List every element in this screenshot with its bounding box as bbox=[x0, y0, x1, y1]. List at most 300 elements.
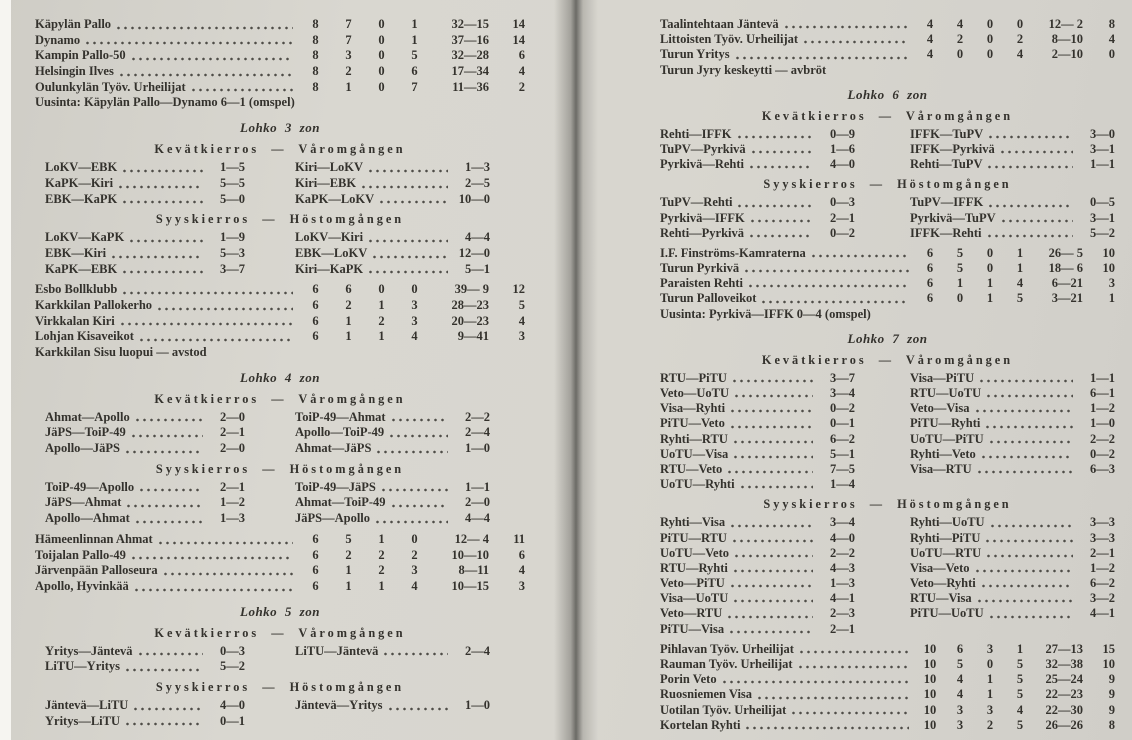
score-value: 2—1 bbox=[220, 425, 245, 440]
matches-played: 6 bbox=[926, 276, 934, 291]
points: 9 bbox=[1108, 702, 1115, 717]
match-column bbox=[45, 480, 245, 527]
dotted-leader bbox=[136, 418, 203, 422]
matches-played: 6 bbox=[312, 547, 319, 562]
dotted-leader bbox=[734, 569, 813, 573]
score-value: 4—0 bbox=[830, 530, 855, 545]
score-value: 1—0 bbox=[465, 441, 490, 456]
goal-record: 22—23 bbox=[1045, 687, 1083, 702]
dotted-leader bbox=[362, 185, 448, 189]
score-value: 1—1 bbox=[1090, 157, 1115, 172]
match-pair: Veto—Visa bbox=[910, 401, 970, 416]
standings-row bbox=[660, 687, 1115, 702]
score-value: 1—2 bbox=[1090, 401, 1115, 416]
goal-record: 8—10 bbox=[1051, 32, 1083, 47]
dotted-leader bbox=[987, 394, 1073, 398]
dotted-leader bbox=[723, 680, 909, 684]
match-row bbox=[910, 447, 1115, 462]
score-value: 3—4 bbox=[830, 386, 855, 400]
points: 8 bbox=[1108, 717, 1115, 732]
draws: 0 bbox=[986, 17, 994, 31]
dotted-leader bbox=[750, 234, 813, 238]
score-value: 0—2 bbox=[1090, 446, 1115, 461]
goal-record: 37—16 bbox=[451, 32, 489, 47]
dotted-leader bbox=[126, 450, 203, 454]
losses: 1 bbox=[1016, 641, 1024, 656]
match-column bbox=[910, 127, 1115, 173]
score-value: 5—0 bbox=[220, 191, 245, 206]
standings-row bbox=[660, 718, 1115, 733]
dotted-leader bbox=[800, 650, 909, 654]
round-heading: Kevätkierros — Våromgången bbox=[154, 142, 406, 157]
team-name: Kampin Pallo-50 bbox=[35, 48, 126, 63]
score-value: 3—3 bbox=[1090, 530, 1115, 545]
match-row bbox=[910, 561, 1115, 576]
losses: 5 bbox=[1016, 657, 1024, 671]
dotted-leader bbox=[390, 434, 448, 438]
dotted-leader bbox=[728, 615, 813, 619]
standings-row bbox=[35, 548, 525, 564]
match-results bbox=[45, 410, 525, 457]
match-pair: Ryhti—PiTU bbox=[910, 530, 981, 545]
match-row bbox=[295, 511, 490, 527]
match-row bbox=[45, 480, 245, 496]
match-pair: IFFK—Rehti bbox=[910, 225, 982, 240]
match-row bbox=[295, 480, 490, 496]
match-column bbox=[45, 160, 245, 207]
dotted-leader bbox=[123, 200, 203, 204]
match-row bbox=[910, 371, 1115, 386]
dotted-leader bbox=[812, 254, 909, 258]
goal-record: 18— 6 bbox=[1048, 261, 1083, 276]
match-pair: UoTU—PiTU bbox=[910, 431, 984, 446]
draws: 1 bbox=[986, 291, 994, 306]
score-value: 0—3 bbox=[220, 643, 245, 658]
score-value: 4—0 bbox=[830, 157, 855, 172]
points: 11 bbox=[513, 531, 525, 546]
points: 9 bbox=[1108, 687, 1115, 702]
match-row bbox=[295, 441, 490, 457]
score-value: 1—6 bbox=[830, 141, 855, 156]
draws: 0 bbox=[986, 245, 994, 260]
score-value: 2—0 bbox=[465, 495, 490, 510]
match-pair: Visa—UoTU bbox=[660, 591, 729, 606]
score-value: 2—1 bbox=[220, 479, 245, 494]
score-value: 1—1 bbox=[465, 479, 490, 494]
wins: 1 bbox=[345, 79, 352, 94]
match-pair: UoTU—Veto bbox=[660, 545, 729, 560]
match-pair: IFFK—Pyrkivä bbox=[910, 141, 995, 156]
match-pair: ToiP-49—Apollo bbox=[45, 479, 135, 494]
goal-record: 6—21 bbox=[1051, 276, 1083, 291]
draws: 0 bbox=[378, 79, 385, 94]
dotted-leader bbox=[384, 652, 448, 656]
score-value: 5—5 bbox=[220, 175, 245, 190]
dotted-leader bbox=[140, 488, 203, 492]
match-pair: Yritys—LiTU bbox=[45, 713, 120, 728]
score-value: 2—4 bbox=[465, 425, 490, 440]
match-column bbox=[910, 515, 1115, 637]
match-row bbox=[910, 226, 1115, 241]
match-row bbox=[295, 230, 490, 246]
note-line: Uusinta: Käpylän Pallo—Dynamo 6—1 (omspel) bbox=[35, 95, 295, 110]
score-value: 2—2 bbox=[465, 409, 490, 424]
losses: 4 bbox=[411, 578, 418, 593]
dotted-leader bbox=[86, 41, 293, 45]
zone-title: Lohko 5 zon bbox=[240, 603, 320, 619]
dotted-leader bbox=[132, 434, 203, 438]
match-row bbox=[910, 416, 1115, 431]
wins: 4 bbox=[956, 687, 964, 702]
dotted-leader bbox=[804, 40, 909, 44]
dotted-leader bbox=[745, 269, 909, 273]
match-pair: EBK—LoKV bbox=[295, 245, 368, 260]
match-pair: LiTU—Yritys bbox=[45, 659, 120, 674]
team-name: Porin Veto bbox=[660, 672, 717, 687]
team-name: Rauman Työv. Urheilijat bbox=[660, 657, 793, 671]
match-row bbox=[45, 425, 245, 441]
goal-record: 9—41 bbox=[457, 329, 489, 344]
score-value: 2—4 bbox=[465, 643, 490, 658]
dotted-leader bbox=[136, 520, 203, 524]
match-pair: Ahmat—JäPS bbox=[295, 441, 372, 456]
dotted-leader bbox=[752, 150, 813, 154]
score-value: 10—0 bbox=[458, 191, 490, 206]
standings-row bbox=[660, 672, 1115, 687]
match-row bbox=[295, 160, 490, 176]
wins: 1 bbox=[956, 276, 964, 291]
goal-record: 10—15 bbox=[451, 578, 489, 593]
standings-row bbox=[35, 80, 525, 96]
wins: 2 bbox=[956, 32, 964, 47]
match-row bbox=[45, 714, 245, 730]
dotted-leader bbox=[990, 440, 1073, 444]
losses: 1 bbox=[1016, 245, 1024, 260]
match-row bbox=[45, 495, 245, 511]
wins: 7 bbox=[345, 32, 352, 47]
points: 0 bbox=[1108, 47, 1115, 62]
match-row bbox=[295, 262, 490, 278]
score-value: 0—1 bbox=[830, 416, 855, 431]
score-value: 3—2 bbox=[1090, 591, 1115, 606]
match-pair: Ryhti—Veto bbox=[910, 446, 976, 461]
match-pair: LoKV—KaPK bbox=[45, 230, 125, 245]
match-row bbox=[45, 262, 245, 278]
wins: 3 bbox=[956, 717, 964, 732]
score-value: 0—3 bbox=[830, 195, 855, 210]
match-pair: KaPK—Kiri bbox=[45, 175, 114, 190]
standings-row bbox=[35, 64, 525, 80]
goal-record: 26— 5 bbox=[1048, 245, 1083, 260]
wins: 1 bbox=[345, 563, 352, 578]
score-value: 3—4 bbox=[830, 515, 855, 530]
losses: 5 bbox=[1016, 291, 1024, 306]
match-pair: Veto—Ryhti bbox=[910, 576, 976, 591]
matches-played: 4 bbox=[926, 32, 934, 47]
dotted-leader bbox=[119, 185, 203, 189]
score-value: 1—3 bbox=[220, 511, 245, 526]
standings-row bbox=[660, 642, 1115, 657]
points: 15 bbox=[1102, 641, 1115, 656]
match-row bbox=[295, 192, 490, 208]
standings-table bbox=[35, 282, 525, 345]
match-pair: KaPK—LoKV bbox=[295, 191, 375, 206]
match-pair: Pyrkivä—Rehti bbox=[660, 157, 745, 172]
dotted-leader bbox=[989, 135, 1073, 139]
score-value: 6—3 bbox=[1090, 461, 1115, 476]
score-value: 2—1 bbox=[1090, 545, 1115, 560]
dotted-leader bbox=[123, 169, 203, 173]
round-heading: Syyskierros — Höstomgången bbox=[155, 212, 405, 227]
losses: 4 bbox=[1016, 47, 1024, 62]
team-name: Turun Pyrkivä bbox=[660, 261, 740, 276]
standings-row bbox=[35, 48, 525, 64]
dotted-leader bbox=[991, 524, 1073, 528]
points: 2 bbox=[518, 79, 525, 94]
match-row bbox=[295, 495, 490, 511]
points: 5 bbox=[518, 297, 525, 312]
points: 1 bbox=[1108, 291, 1115, 306]
goal-record: 10—10 bbox=[451, 547, 489, 562]
match-row bbox=[45, 644, 245, 660]
match-row bbox=[910, 211, 1115, 226]
goal-record: 28—23 bbox=[451, 297, 489, 312]
match-pair: TuPV—Pyrkivä bbox=[660, 141, 746, 156]
match-row bbox=[660, 195, 855, 210]
draws: 0 bbox=[378, 32, 385, 47]
standings-row bbox=[660, 703, 1115, 718]
losses: 3 bbox=[411, 297, 418, 312]
match-pair: Visa—Ryhti bbox=[660, 401, 726, 416]
standings-row bbox=[35, 579, 525, 595]
dotted-leader bbox=[988, 165, 1073, 169]
draws: 0 bbox=[986, 657, 994, 671]
match-column bbox=[45, 644, 245, 675]
score-value: 2—3 bbox=[830, 606, 855, 621]
team-name: Paraisten Rehti bbox=[660, 276, 743, 291]
dotted-leader bbox=[392, 504, 448, 508]
goal-record: 12— 4 bbox=[454, 531, 489, 546]
match-column bbox=[910, 371, 1115, 493]
match-pair: TuPV—Rehti bbox=[660, 195, 733, 210]
score-value: 3—7 bbox=[830, 370, 855, 385]
match-row bbox=[910, 462, 1115, 477]
points: 6 bbox=[518, 48, 525, 63]
match-pair: JäPS—ToiP-49 bbox=[45, 425, 126, 440]
dotted-leader bbox=[127, 504, 203, 508]
dotted-leader bbox=[140, 338, 293, 342]
match-row bbox=[660, 477, 855, 492]
round-heading: Kevätkierros — Våromgången bbox=[154, 625, 406, 640]
round-heading: Kevätkierros — Våromgången bbox=[154, 391, 406, 406]
match-pair: ToiP-49—Ahmat bbox=[295, 409, 386, 424]
team-name: Oulunkylän Työv. Urheilijat bbox=[35, 79, 186, 94]
dotted-leader bbox=[392, 418, 448, 422]
wins: 7 bbox=[345, 17, 352, 31]
dotted-leader bbox=[373, 255, 448, 259]
wins: 6 bbox=[956, 641, 964, 656]
score-value: 5—2 bbox=[220, 659, 245, 674]
dotted-leader bbox=[733, 379, 813, 383]
draws: 0 bbox=[986, 47, 994, 62]
match-row bbox=[910, 432, 1115, 447]
score-value: 4—0 bbox=[220, 697, 245, 712]
draws: 2 bbox=[378, 313, 385, 328]
match-pair: EBK—Kiri bbox=[45, 245, 107, 260]
match-pair: RTU—Ryhti bbox=[660, 560, 728, 575]
match-row bbox=[295, 644, 490, 660]
score-value: 3—1 bbox=[1090, 210, 1115, 225]
team-name: Ruosniemen Visa bbox=[660, 687, 753, 702]
dotted-leader bbox=[731, 524, 813, 528]
points: 3 bbox=[518, 578, 525, 593]
draws: 0 bbox=[378, 282, 385, 297]
match-row bbox=[295, 410, 490, 426]
standings-row bbox=[35, 563, 525, 579]
score-value: 7—5 bbox=[830, 461, 855, 476]
standings-row bbox=[660, 32, 1115, 47]
matches-played: 8 bbox=[312, 17, 319, 31]
dotted-leader bbox=[1002, 219, 1073, 223]
dotted-leader bbox=[751, 219, 813, 223]
dotted-leader bbox=[976, 569, 1074, 573]
match-row bbox=[660, 371, 855, 386]
score-value: 3—0 bbox=[1090, 126, 1115, 141]
points: 10 bbox=[1102, 657, 1115, 671]
standings-row bbox=[35, 282, 525, 298]
standings-row bbox=[35, 298, 525, 314]
dotted-leader bbox=[130, 239, 203, 243]
match-row bbox=[910, 515, 1115, 530]
match-pair: JäPS—Ahmat bbox=[45, 495, 122, 510]
dotted-leader bbox=[158, 307, 293, 311]
match-column bbox=[910, 195, 1115, 241]
dotted-leader bbox=[731, 584, 813, 588]
score-value: 3—3 bbox=[1090, 515, 1115, 530]
losses: 4 bbox=[1016, 276, 1024, 291]
draws: 0 bbox=[986, 261, 994, 276]
page-edge bbox=[0, 0, 11, 740]
score-value: 1—2 bbox=[1090, 560, 1115, 575]
dotted-leader bbox=[792, 711, 909, 715]
match-column bbox=[660, 195, 855, 241]
draws: 1 bbox=[378, 297, 385, 312]
matches-played: 8 bbox=[312, 64, 319, 79]
dotted-leader bbox=[734, 599, 813, 603]
match-results bbox=[45, 644, 525, 675]
match-pair: LiTU—Jäntevä bbox=[295, 643, 379, 658]
dotted-leader bbox=[731, 425, 813, 429]
score-value: 0—2 bbox=[830, 225, 855, 240]
goal-record: 32—28 bbox=[451, 48, 489, 63]
match-column bbox=[295, 230, 490, 277]
dotted-leader bbox=[377, 450, 448, 454]
match-row bbox=[660, 157, 855, 172]
dotted-leader bbox=[976, 409, 1074, 413]
points: 8 bbox=[1108, 17, 1115, 31]
left-page bbox=[35, 12, 525, 730]
team-name: Turun Yritys bbox=[660, 47, 730, 62]
match-row bbox=[660, 416, 855, 431]
match-pair: UoTU—RTU bbox=[910, 545, 982, 560]
match-row bbox=[660, 462, 855, 477]
round-heading: Syyskierros — Höstomgången bbox=[763, 497, 1012, 512]
points: 4 bbox=[518, 563, 525, 578]
match-row bbox=[45, 160, 245, 176]
round-heading: Kevätkierros — Våromgången bbox=[761, 108, 1014, 123]
round-heading: Syyskierros — Höstomgången bbox=[155, 679, 405, 694]
points: 3 bbox=[518, 329, 525, 344]
note-line: Karkkilan Sisu luopui — avstod bbox=[35, 345, 207, 359]
note-line: Turun Jyry keskeytti — avbröt bbox=[660, 62, 827, 77]
match-row bbox=[910, 401, 1115, 416]
team-name: Virkkalan Kiri bbox=[35, 313, 115, 328]
score-value: 2—2 bbox=[1090, 431, 1115, 446]
draws: 1 bbox=[986, 672, 994, 687]
note-line: Uusinta: Pyrkivä—IFFK 0—4 (omspel) bbox=[660, 306, 871, 321]
matches-played: 6 bbox=[312, 563, 319, 578]
match-row bbox=[660, 226, 855, 241]
match-row bbox=[45, 659, 245, 675]
points: 6 bbox=[518, 547, 525, 562]
match-pair: TuPV—IFFK bbox=[910, 195, 984, 210]
match-column bbox=[660, 127, 855, 173]
zone-title: Lohko 3 zon bbox=[240, 120, 320, 136]
draws: 3 bbox=[986, 702, 994, 717]
score-value: 1—9 bbox=[220, 230, 245, 245]
team-name: Apollo, Hyvinkää bbox=[35, 578, 129, 593]
match-results bbox=[45, 480, 525, 527]
dotted-leader bbox=[123, 270, 203, 274]
match-pair: Kiri—KaPK bbox=[295, 261, 364, 276]
right-page bbox=[660, 12, 1115, 733]
match-row bbox=[660, 546, 855, 561]
dotted-leader bbox=[135, 588, 293, 592]
matches-played: 6 bbox=[312, 578, 319, 593]
matches-played: 10 bbox=[923, 687, 937, 702]
match-pair: ToiP-49—JäPS bbox=[295, 479, 376, 494]
points: 3 bbox=[1108, 276, 1115, 291]
matches-played: 8 bbox=[312, 48, 319, 63]
standings-table bbox=[35, 17, 525, 95]
score-value: 2—0 bbox=[220, 441, 245, 456]
matches-played: 4 bbox=[926, 47, 934, 62]
losses: 1 bbox=[411, 32, 418, 47]
match-row bbox=[660, 606, 855, 621]
match-column bbox=[295, 160, 490, 207]
score-value: 1—0 bbox=[465, 697, 490, 712]
match-row bbox=[45, 410, 245, 426]
standings-row bbox=[660, 47, 1115, 62]
match-column bbox=[295, 410, 490, 457]
dotted-leader bbox=[132, 57, 293, 61]
match-pair: LoKV—EBK bbox=[45, 160, 118, 175]
match-column bbox=[295, 644, 490, 675]
match-pair: Ahmat—ToiP-49 bbox=[295, 495, 386, 510]
match-pair: Veto—PiTU bbox=[660, 576, 725, 591]
standings-table bbox=[660, 17, 1115, 63]
match-pair: RTU—PiTU bbox=[660, 370, 727, 385]
dotted-leader bbox=[749, 284, 909, 288]
match-pair: Veto—RTU bbox=[660, 606, 723, 621]
dotted-leader bbox=[380, 200, 448, 204]
score-value: 5—2 bbox=[1090, 225, 1115, 240]
match-results bbox=[660, 127, 1115, 173]
match-column bbox=[660, 515, 855, 637]
matches-played: 6 bbox=[312, 297, 319, 312]
dotted-leader bbox=[735, 554, 813, 558]
matches-played: 6 bbox=[312, 531, 319, 546]
